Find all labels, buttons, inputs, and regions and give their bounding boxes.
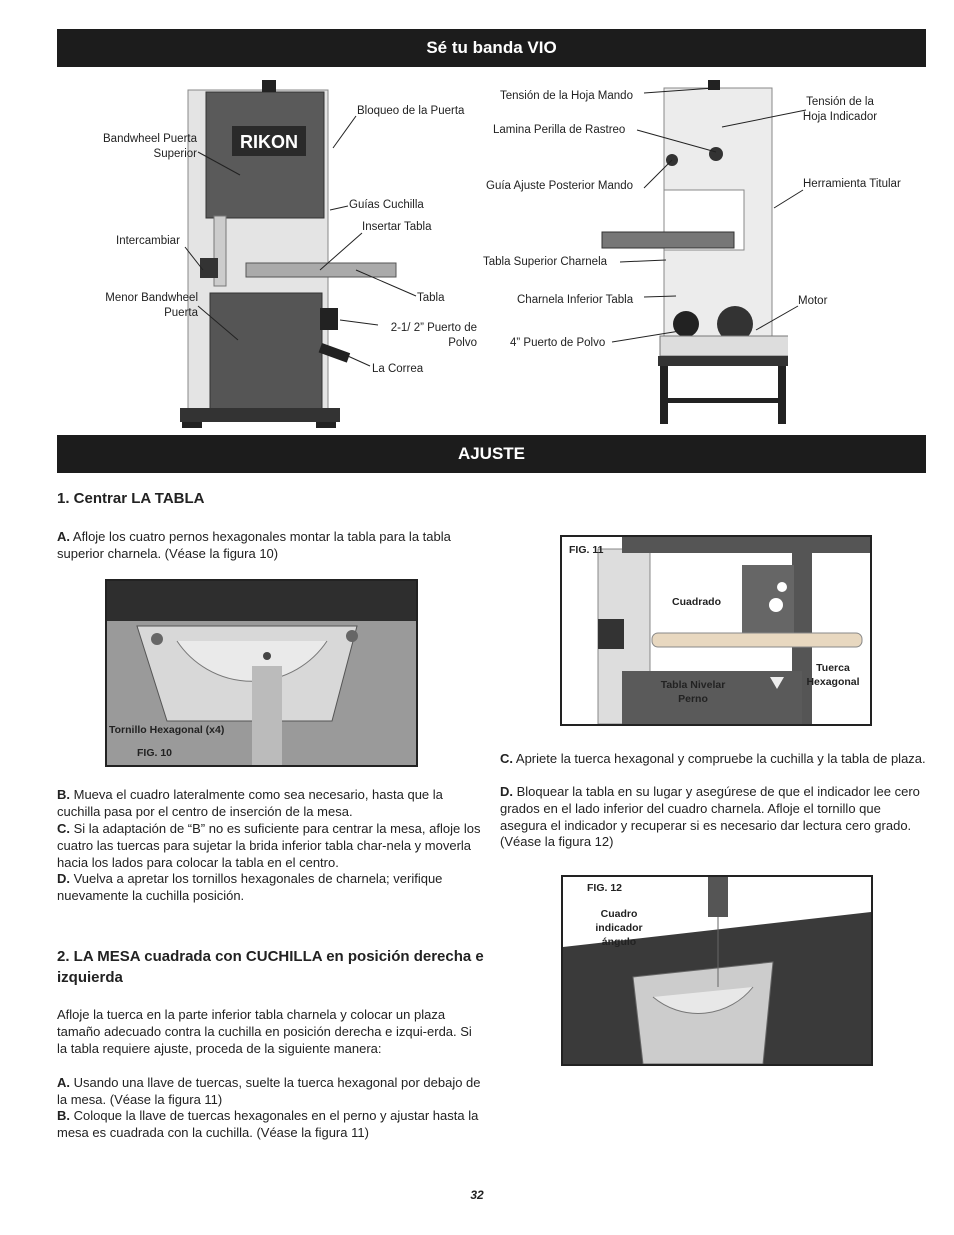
section-banner-know-your-bandsaw: Sé tu banda VIO <box>57 29 926 67</box>
label-insertar-tabla: Insertar Tabla <box>362 221 432 233</box>
section1-step-c: C. Si la adaptación de “B” no es suficiente para centrar la mesa, afloje los cuatro las tuercas para sujetar la brida inferior tabla char-nela y moverla hacia los lados para colocar la tabla en el centro. <box>57 821 481 870</box>
fig11-perno: Tabla Nivelar Perno <box>660 679 726 705</box>
label-tabla-superior-charnela: Tabla Superior Charnela <box>483 256 608 268</box>
label-puerto-polvo-2-5: 2-1/ 2” Puerto de Polvo <box>390 322 477 349</box>
label-lamina-perilla: Lamina Perilla de Rastreo <box>493 124 626 136</box>
section1-step-d: D. Vuelva a apretar los tornillos hexagonales de charnela; verifique nuevamente la cuchilla posición. <box>57 871 443 903</box>
figure-11 <box>560 535 872 726</box>
fig10-label: FIG. 10 <box>137 747 173 759</box>
section2-step-b: B. Coloque la llave de tuercas hexagonales en el perno y ajustar hasta la mesa es cuadrada con la cuchilla. (Véase la figura 11) <box>57 1108 479 1140</box>
label-menor-bandwheel: Menor Bandwheel Puerta <box>105 292 198 319</box>
label-intercambiar: Intercambiar <box>116 235 180 247</box>
section2-step-a: A. Usando una llave de tuercas, suelte la tuerca hexagonal por debajo de la mesa. (Véase la figura 11) <box>57 1075 481 1107</box>
page-number: 32 <box>470 1188 484 1202</box>
fig11-tuerca: Tuerca Hexagonal <box>806 662 860 688</box>
fig12-callout: Cuadro indicador ángulo <box>595 908 643 948</box>
fig10-callout: Tornillo Hexagonal (x4) <box>109 724 225 736</box>
label-puerto-polvo-4: 4” Puerto de Polvo <box>510 337 606 349</box>
label-tension-indicador: Tensión de la Hoja Indicador <box>802 96 878 123</box>
figure-10 <box>105 579 418 767</box>
label-guias-cuchilla: Guías Cuchilla <box>349 199 424 211</box>
label-bandwheel-superior: Bandwheel Puerta Superior <box>103 133 197 160</box>
figure-12 <box>561 875 873 1066</box>
section2-title: 2. LA MESA cuadrada con CUCHILLA en posición derecha e izquierda <box>57 948 484 986</box>
label-la-correa: La Correa <box>372 363 424 375</box>
label-bloqueo-puerta: Bloqueo de la Puerta <box>357 105 465 117</box>
label-charnela-inferior: Charnela Inferior Tabla <box>517 294 634 306</box>
section1-step-b: B. Mueva el cuadro lateralmente como sea necesario, hasta que la cuchilla pasa por el centro de inserción de la mesa. <box>57 787 443 819</box>
section-banner-ajuste: AJUSTE <box>57 435 926 473</box>
right-step-c: C. Apriete la tuerca hexagonal y compruebe la cuchilla y la tabla de plaza. <box>500 751 926 766</box>
fig10-photo <box>107 581 416 765</box>
label-tension-mando: Tensión de la Hoja Mando <box>500 90 633 102</box>
fig11-label: FIG. 11 <box>569 544 604 556</box>
callout-leader-lines <box>0 0 954 430</box>
right-step-d: D. Bloquear la tabla en su lugar y asegúrese de que el indicador lee cero grados en el lado inferior del cuadro charnela. Afloje el tornillo que asegura el indicador y recuperar si es necesario dar lectura cero grado. (Véase la figura 12) <box>500 784 920 850</box>
fig12-label: FIG. 12 <box>587 882 623 894</box>
label-tabla: Tabla <box>417 292 445 304</box>
fig11-cuadrado: Cuadrado <box>672 596 722 608</box>
label-herramienta-titular: Herramienta Titular <box>803 178 901 190</box>
label-motor: Motor <box>798 295 828 307</box>
rikon-logo: RIKON <box>240 132 298 152</box>
fig12-photo <box>563 877 871 1064</box>
section2-intro: Afloje la tuerca en la parte inferior tabla charnela y colocar un plaza tamaño adecuado contra la cuchilla en posición derecha e izqui-erda. Si la tabla requiere ajuste, proceda de la siguiente manera: <box>57 1007 472 1056</box>
section1-title: 1. Centrar LA TABLA <box>57 490 205 507</box>
label-guia-ajuste: Guía Ajuste Posterior Mando <box>486 180 634 192</box>
section1-step-a: A. Afloje los cuatro pernos hexagonales montar la tabla para la tabla superior charnela. (Véase la figura 10) <box>57 529 451 561</box>
